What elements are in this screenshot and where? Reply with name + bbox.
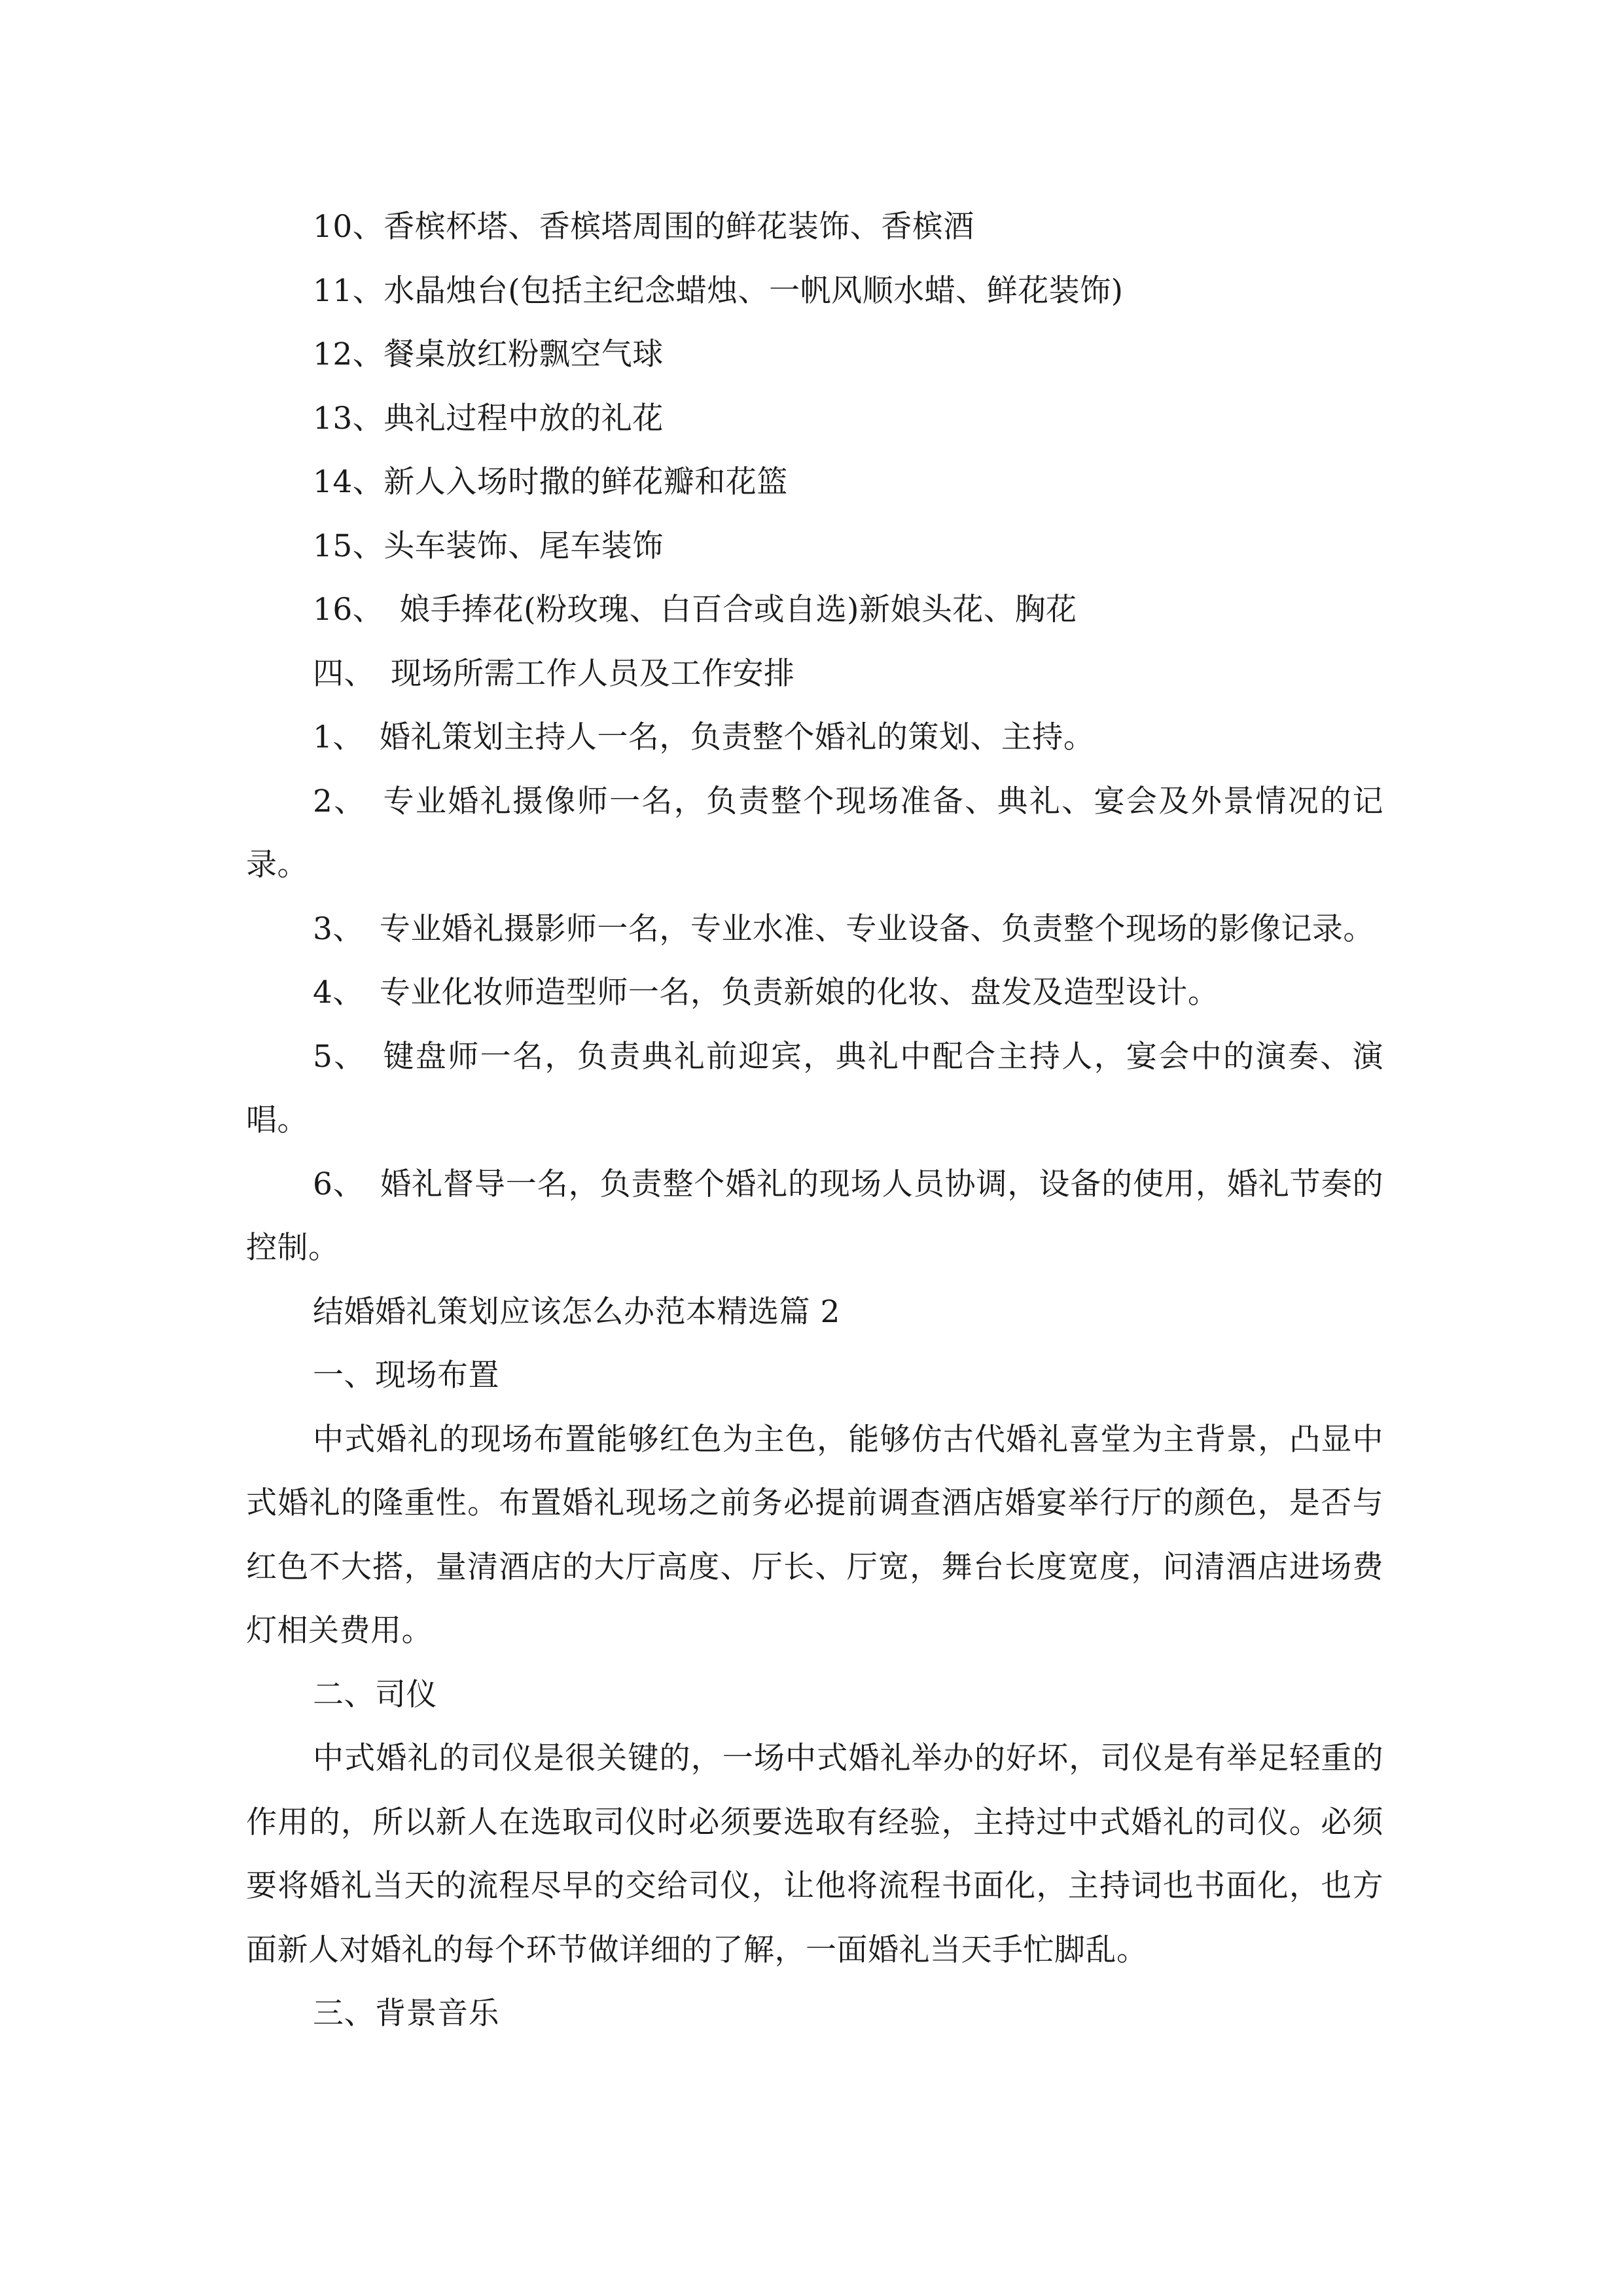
list-item-15: 15、头车装饰、尾车装饰 — [313, 528, 664, 564]
paragraph-venue: 中式婚礼的现场布置能够红色为主色，能够仿古代婚礼喜堂为主背景，凸显中式婚礼的隆重性。布置婚礼现场之前务必提前调查酒店婚宴举行厅的颜色，是否与红色不大搭，量清酒店的大厅高度、厅长、厅宽，舞台长度宽度，问清酒店进场费灯相关费用。 — [246, 1421, 1383, 1649]
section-heading-host: 二、司仪 — [313, 1676, 437, 1713]
section-heading-music: 三、背景音乐 — [313, 1996, 499, 2032]
document-body — [246, 195, 1383, 2046]
section-heading-venue: 一、现场布置 — [313, 1357, 499, 1393]
staff-item-5: 5、 键盘师一名，负责典礼前迎宾，典礼中配合主持人，宴会中的演奏、演唱。 — [246, 1038, 1383, 1138]
staff-item-6: 6、 婚礼督导一名，负责整个婚礼的现场人员协调，设备的使用，婚礼节奏的控制。 — [246, 1166, 1383, 1266]
list-item-10: 10、香槟杯塔、香槟塔周围的鲜花装饰、香槟酒 — [313, 209, 974, 245]
list-item-16: 16、 娘手捧花(粉玫瑰、白百合或自选)新娘头花、胸花 — [313, 592, 1077, 628]
list-item-12: 12、餐桌放红粉飘空气球 — [313, 336, 664, 372]
list-item-13: 13、典礼过程中放的礼花 — [313, 400, 664, 437]
staff-item-4: 4、 专业化妆师造型师一名，负责新娘的化妆、盘发及造型设计。 — [313, 975, 1219, 1011]
staff-item-3: 3、 专业婚礼摄影师一名，专业水准、专业设备、负责整个现场的影像记录。 — [313, 910, 1374, 947]
paragraph-host: 中式婚礼的司仪是很关键的，一场中式婚礼举办的好坏，司仪是有举足轻重的作用的，所以新人在选取司仪时必须要选取有经验，主持过中式婚礼的司仪。必须要将婚礼当天的流程尽早的交给司仪，让他将流程书面化，主持词也书面化，也方面新人对婚礼的每个环节做详细的了解，一面婚礼当天手忙脚乱。 — [246, 1740, 1383, 1968]
article-title: 结婚婚礼策划应该怎么办范本精选篇 2 — [313, 1293, 840, 1330]
section-heading-staff: 四、 现场所需工作人员及工作安排 — [313, 655, 795, 692]
list-item-14: 14、新人入场时撒的鲜花瓣和花篮 — [313, 464, 788, 500]
staff-item-1: 1、 婚礼策划主持人一名，负责整个婚礼的策划、主持。 — [313, 719, 1095, 755]
staff-item-2: 2、 专业婚礼摄像师一名，负责整个现场准备、典礼、宴会及外景情况的记录。 — [246, 783, 1383, 883]
list-item-11: 11、水晶烛台(包括主纪念蜡烛、一帆风顺水蜡、鲜花装饰) — [313, 272, 1124, 309]
